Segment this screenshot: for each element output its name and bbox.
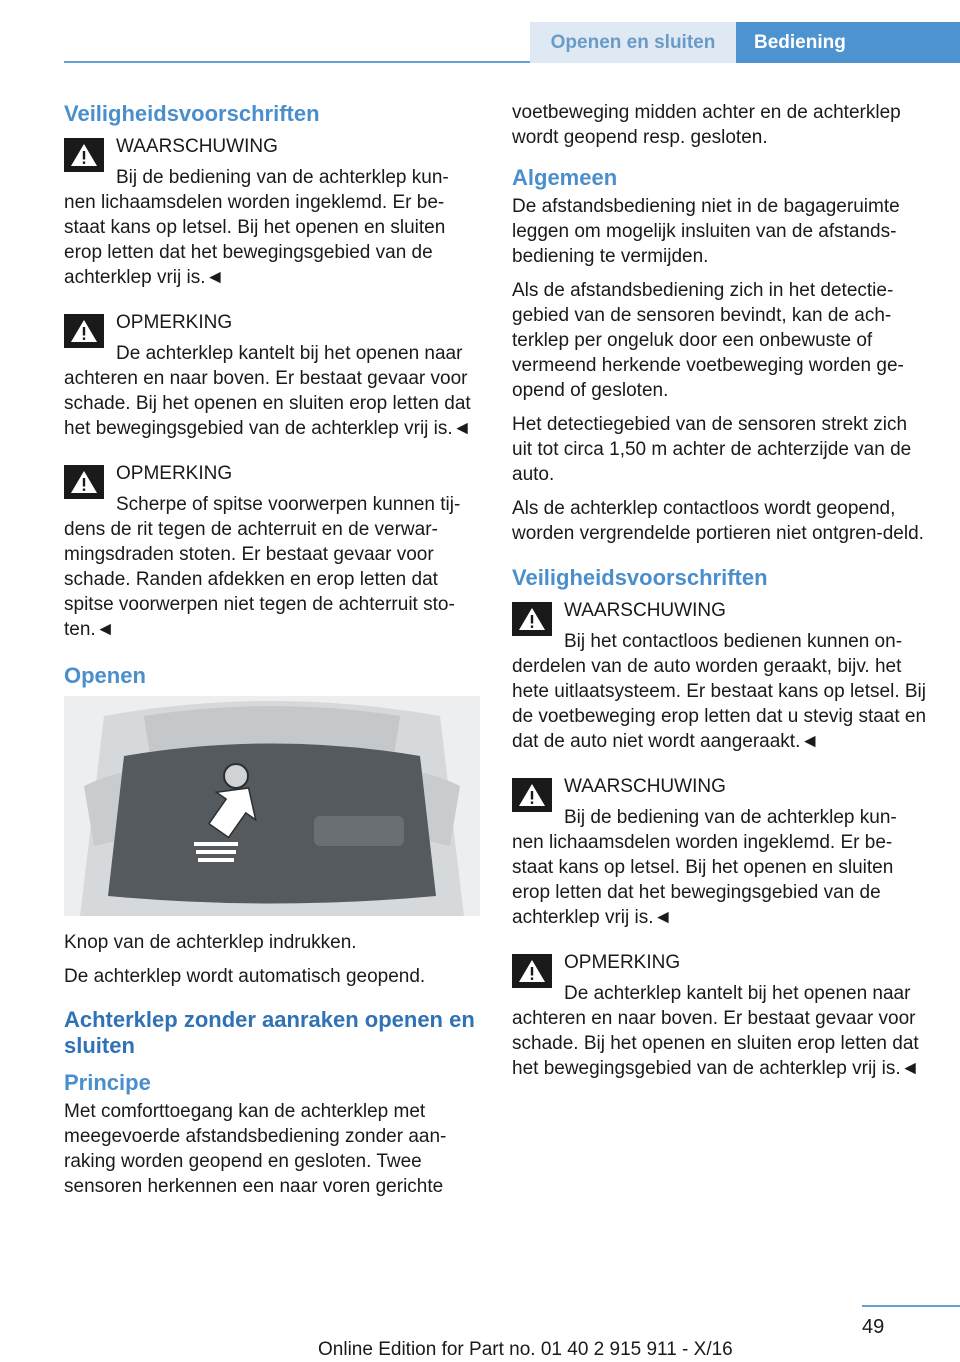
warning-triangle-icon: [512, 954, 552, 988]
tailgate-illustration: [64, 696, 480, 916]
heading-safety: Veiligheidsvoorschriften: [64, 101, 320, 126]
note-block: [512, 950, 928, 1081]
note-text: De achterklep kantelt bij het openen naar achteren en naar boven. Er bestaat gevaar voor schade. Bij het openen en sluiten erop letten dat het bewegingsgebied van de achterklep vrij is.◄: [512, 983, 920, 1079]
note-title: OPMERKING: [564, 952, 681, 973]
warning-block: [512, 774, 928, 930]
page-number: 49: [862, 1316, 885, 1338]
open-result: De achterklep wordt automatisch geopend.: [64, 966, 426, 987]
principle-continued: voetbeweging midden achter en de achterklep wordt geopend resp. gesloten.: [512, 102, 901, 148]
heading-general: Algemeen: [512, 165, 618, 190]
note-title: OPMERKING: [116, 463, 233, 484]
general-paragraph: De afstandsbediening niet in de bagageruimte leggen om mogelijk insluiten van de afstands-bediening te vermijden.: [512, 196, 900, 267]
warning-block: [64, 134, 480, 290]
general-paragraph: Als de afstandsbediening zich in het detectie-gebied van de sensoren bevindt, kan de ach-terklep per ongeluk door een onbewuste of vermeend herkende voetbeweging worden ge-opend of gesloten.: [512, 280, 904, 401]
note-title: OPMERKING: [116, 312, 233, 333]
warning-title: WAARSCHUWING: [564, 776, 726, 797]
warning-triangle-icon: [64, 314, 104, 348]
heading-principle: Principe: [64, 1070, 151, 1095]
footer-rule: [862, 1305, 960, 1307]
warning-block: [512, 598, 928, 754]
heading-safety: Veiligheidsvoorschriften: [512, 565, 768, 590]
general-paragraph: Het detectiegebied van de sensoren strekt zich uit tot circa 1,50 m achter de achterzijde van de auto.: [512, 414, 912, 485]
note-text: De achterklep kantelt bij het openen naar achteren en naar boven. Er bestaat gevaar voor schade. Bij het openen en sluiten erop letten dat het bewegingsgebied van de achterklep vrij is.◄: [64, 343, 472, 439]
right-column: [512, 100, 928, 1101]
warning-title: WAARSCHUWING: [564, 600, 726, 621]
warning-text: Bij de bediening van de achterklep kun-nen lichaamsdelen worden ingeklemd. Er be-staat kans op letsel. Bij het openen en sluiten erop letten dat het bewegingsgebied van de achterklep vrij is.◄: [64, 167, 449, 288]
heading-handsfree: Achterklep zonder aanraken openen en sluiten: [64, 1007, 475, 1058]
note-block: [64, 461, 480, 642]
principle-text: Met comforttoegang kan de achterklep met meegevoerde afstandsbediening zonder aan-raking worden geopend en gesloten. Twee sensoren herkennen een naar voren gerichte: [64, 1101, 447, 1197]
warning-triangle-icon: [64, 138, 104, 172]
edition-line: Online Edition for Part no. 01 40 2 915 911 - X/16: [318, 1339, 733, 1360]
open-instruction: Knop van de achterklep indrukken.: [64, 932, 357, 953]
header-section-tab: Openen en sluiten: [530, 22, 736, 63]
warning-triangle-icon: [64, 465, 104, 499]
warning-text: Bij de bediening van de achterklep kun-nen lichaamsdelen worden ingeklemd. Er be-staat kans op letsel. Bij het openen en sluiten erop letten dat het bewegingsgebied van de achterklep vrij is.◄: [512, 807, 897, 928]
warning-triangle-icon: [512, 778, 552, 812]
heading-open: Openen: [64, 663, 146, 688]
general-paragraph: Als de achterklep contactloos wordt geopend, worden vergrendelde portieren niet ontgren-deld.: [512, 498, 924, 544]
warning-title: WAARSCHUWING: [116, 136, 278, 157]
note-block: [64, 310, 480, 441]
left-column: [64, 100, 480, 1208]
header-chapter-tab: Bediening: [736, 22, 960, 63]
note-text: Scherpe of spitse voorwerpen kunnen tij-dens de rit tegen de achterruit en de verwar-mingsdraden stoten. Er bestaat gevaar voor schade. Randen afdekken en erop letten dat spitse voorwerpen niet tegen de achterruit sto-ten.◄: [64, 494, 461, 640]
warning-triangle-icon: [512, 602, 552, 636]
warning-text: Bij het contactloos bedienen kunnen on-derdelen van de auto worden geraakt, bijv. het hete uitlaatsysteem. Er bestaat kans op letsel. Bij de voetbeweging erop letten dat u stevig staat en dat de auto niet wordt aangeraakt.◄: [512, 631, 927, 752]
